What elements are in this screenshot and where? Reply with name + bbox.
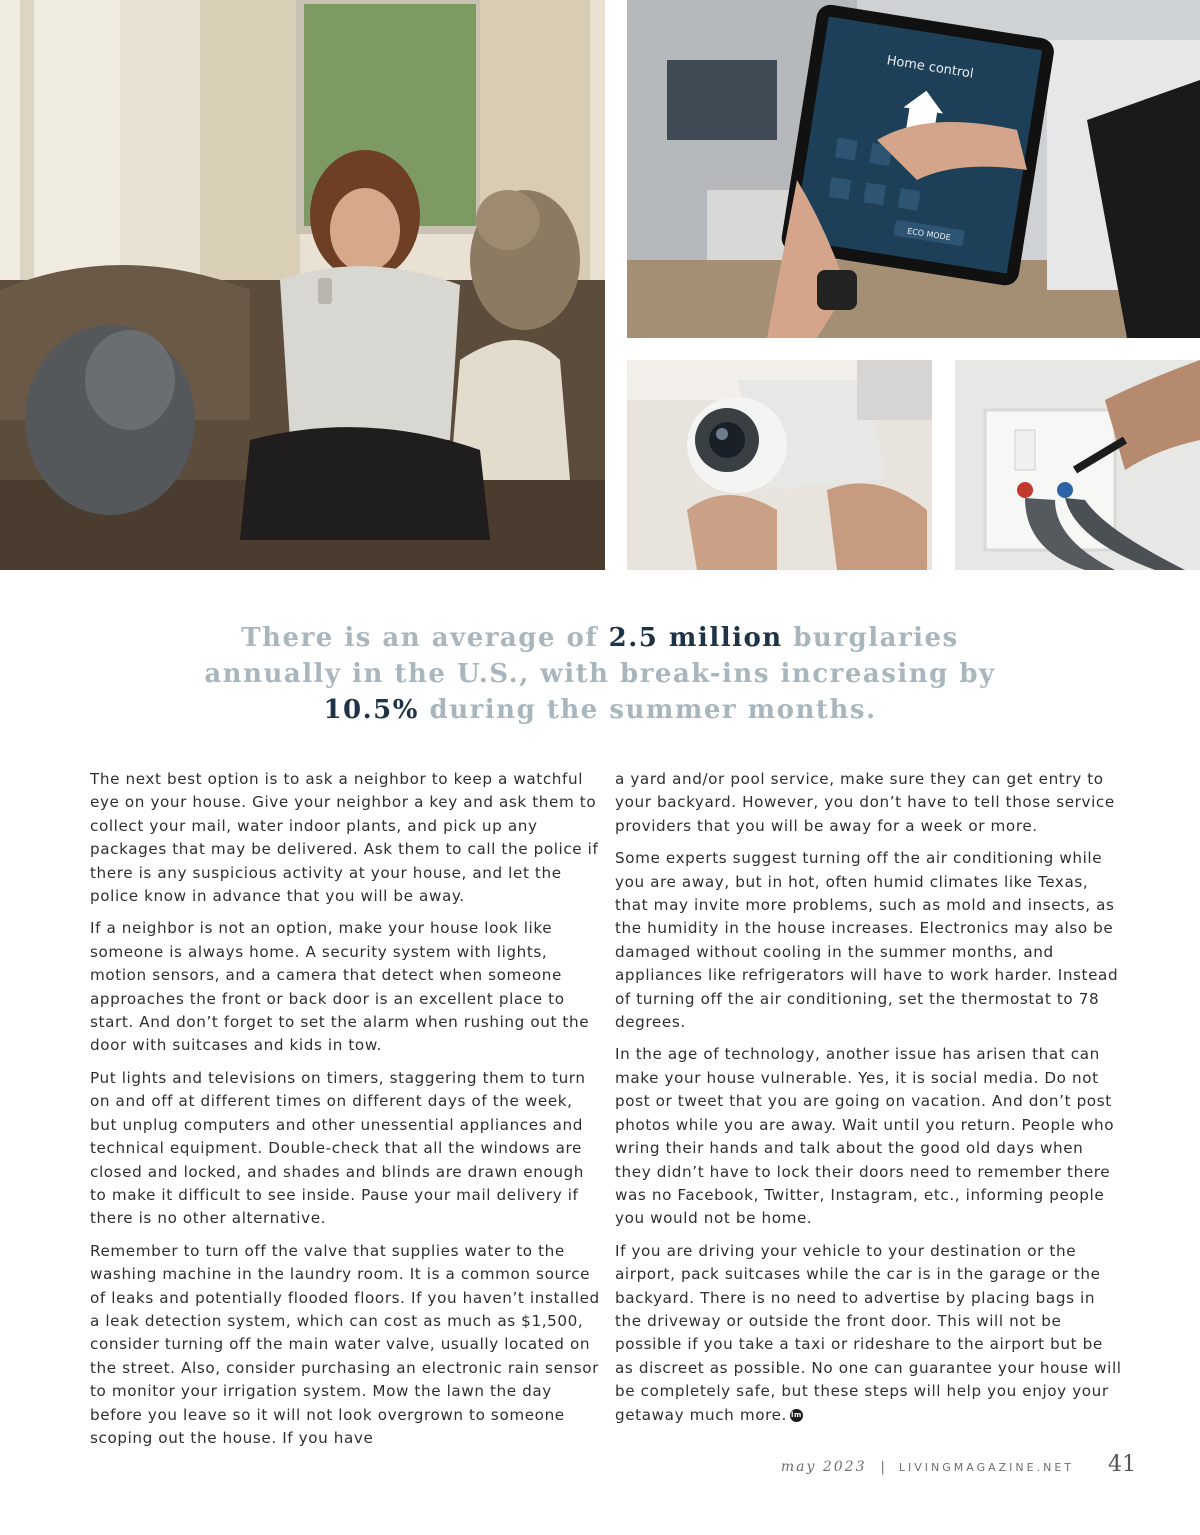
- pull-quote-highlight-percent: 10.5%: [323, 695, 419, 725]
- article-column-right: [615, 768, 1125, 1436]
- article-column-left: [90, 768, 600, 1459]
- pull-quote-text-1: There is an average of: [241, 623, 609, 653]
- page-number: 41: [1108, 1452, 1136, 1477]
- issue-date: may 2023: [780, 1459, 867, 1475]
- photo-woman-with-dogs: [0, 0, 605, 570]
- photo-security-camera: [627, 360, 932, 570]
- paragraph-last: [615, 1240, 1125, 1427]
- paragraph: If a neighbor is not an option, make your house look like someone is always home. A security system with lights, motion sensors, and a camera that detect when someone approaches the front or back door is an excellent place to start. And don’t forget to set the alarm when rushing out the door with suitcases and kids in tow.: [90, 919, 590, 1055]
- paragraph: a yard and/or pool service, make sure they can get entry to your backyard. However, you don’t have to tell those service providers that you will be away for a week or more.: [615, 770, 1115, 835]
- website-link[interactable]: LIVINGMAGAZINE.NET: [898, 1461, 1074, 1474]
- pull-quote: [200, 620, 1000, 728]
- end-mark-icon: lm: [790, 1409, 803, 1422]
- pull-quote-text-2: burglaries annually in the U.S., with break-ins increasing by: [204, 623, 996, 689]
- tablet-title: Home control: [885, 53, 975, 82]
- paragraph: Some experts suggest turning off the air conditioning while you are away, but in hot, often humid climates like Texas, that may invite more problems, such as mold and insects, as the humidity in the house increases. Electronics may also be damaged without cooling in the summer months, and appliances like refrigerators will have to work harder. Instead of turning off the air conditioning, set the thermostat to 78 degrees.: [615, 849, 1119, 1032]
- paragraph: Put lights and televisions on timers, staggering them to turn on and off at different times on different days of the week, but unplug computers and other unessential appliances and technical equipment. Double-check that all the windows are closed and locked, and shades and blinds are drawn enough to make it difficult to see inside. Pause your mail delivery if there is no other alternative.: [90, 1068, 586, 1228]
- paragraph: The next best option is to ask a neighbor to keep a watchful eye on your house. Give your neighbor a key and ask them to collect your mail, water indoor plants, and pick up any packages that may be delivered. Ask them to call the police if there is any suspicious activity at your house, and let the police know in advance that you will be away.: [90, 770, 599, 906]
- pull-quote-text-3: during the summer months.: [418, 695, 877, 725]
- page-footer: [781, 1452, 1136, 1486]
- pull-quote-highlight-burglaries: 2.5 million: [608, 623, 783, 653]
- footer-separator: |: [880, 1460, 885, 1475]
- paragraph-text: If you are driving your vehicle to your destination or the airport, pack suitcases while the car is in the garage or the backyard. There is no need to advertise by placing bags in the driveway or outside the front door. This will not be possible if you take a taxi or rideshare to the airport but be as discreet as possible. No one can guarantee your house will be completely safe, but these steps will help you enjoy your getaway much more.: [615, 1241, 1122, 1424]
- paragraph: In the age of technology, another issue has arisen that can make your house vulnerable. Yes, it is social media. Do not post or tweet that you are going on vacation. And don’t post photos while you are away. Wait until you return. People who wring their hands and talk about the good old days when they didn’t have to lock their doors need to remember there was no Facebook, Twitter, Instagram, etc., informing people you would not be home.: [615, 1045, 1115, 1228]
- paragraph: Remember to turn off the valve that supplies water to the washing machine in the laundry room. It is a common source of leaks and potentially flooded floors. If you haven’t installed a leak detection system, which can cost as much as $1,500, consider turning off the main water valve, usually located on the street. Also, consider purchasing an electronic rain sensor to monitor your irrigation system. Mow the lawn the day before you leave so it will not look overgrown to someone scoping out the house. If you have: [90, 1241, 600, 1447]
- tablet-eco-mode: ECO MODE: [906, 226, 952, 243]
- photo-tablet-home-control: [627, 0, 1200, 338]
- photo-water-valve: [955, 360, 1200, 570]
